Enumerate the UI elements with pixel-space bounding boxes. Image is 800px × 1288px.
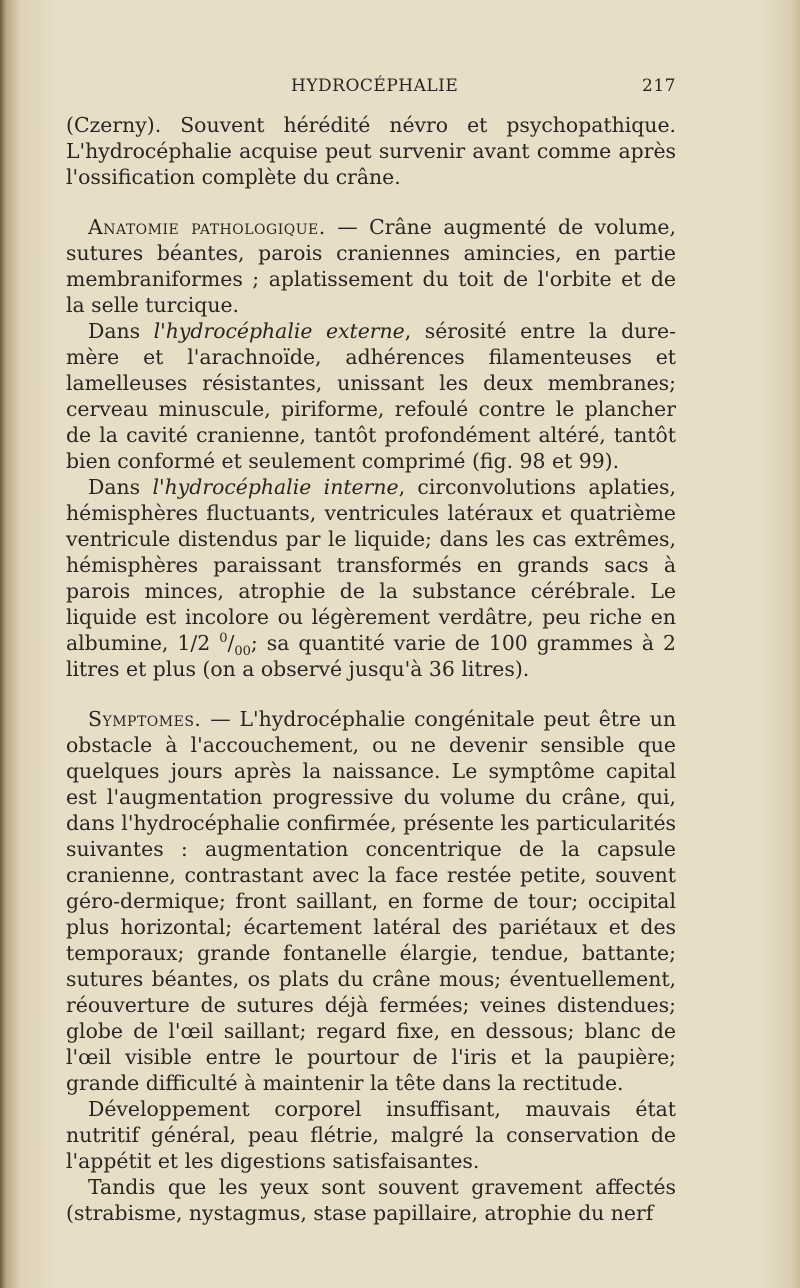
paragraph-externe-text: , sérosité entre la dure-mère et l'arachnoïde, adhérences filamenteuses et lamelleuses résistantes, unissant les deux membranes; cerveau minuscule, piriforme, refoulé contre le plancher de la cavité cranienne, tantôt profondément altéré, tantôt bien conformé et seulement comprimé (fig. 98 et 99). xyxy=(66,319,676,473)
permille-slash: / xyxy=(227,631,235,655)
term-externe: l'hydrocéphalie externe xyxy=(153,319,405,343)
running-header xyxy=(66,72,676,102)
running-title: HYDROCÉPHALIE xyxy=(291,76,459,96)
permille-sub: 00 xyxy=(234,644,251,660)
paragraph-interne-lead: Dans xyxy=(88,475,153,499)
paragraph-externe xyxy=(66,318,676,474)
paragraph-interne xyxy=(66,474,676,682)
paragraph-symptomes xyxy=(66,706,676,1096)
body-text xyxy=(66,112,676,1226)
paragraph-interne-text-b: ; sa quantité varie de 100 grammes à 2 litres et plus (on a observé jusqu'à 36 litres). xyxy=(66,631,677,681)
permille-sup: 0 xyxy=(219,631,228,647)
paragraph-externe-lead: Dans xyxy=(88,319,154,343)
paragraph-yeux: Tandis que les yeux sont souvent gravement affectés (strabisme, nystagmus, stase papillaire, atrophie du nerf xyxy=(66,1175,676,1225)
paragraph-anatomie-text: — Crâne augmenté de volume, sutures béantes, parois craniennes amincies, en partie membraniformes ; aplatissement du toit de l'orbite et de la selle turcique. xyxy=(66,215,676,317)
section-heading-symptomes: Symptomes. xyxy=(88,707,202,731)
paragraph-symptomes-text: — L'hydrocéphalie congénitale peut être un obstacle à l'accouchement, ou ne devenir sensible que quelques jours après la naissance. Le symptôme capital est l'augmentation progressive du volume du crâne, qui, dans l'hydrocéphalie confirmée, présente les particularités suivantes : augmentation concentrique de la capsule cranienne, contrastant avec la face restée petite, souvent géro-dermique; front saillant, en forme de tour; occipital plus horizontal; écartement latéral des pariétaux et des temporaux; grande fontanelle élargie, tendue, battante; sutures béantes, os plats du crâne mous; éventuellement, réouverture de sutures déjà fermées; veines distendues; globe de l'œil saillant; regard fixe, en dessous; blanc de l'œil visible entre le pourtour de l'iris et la paupière; grande difficulté à maintenir la tête dans la rectitude. xyxy=(66,707,676,1095)
section-heading-anatomie: Anatomie pathologique. xyxy=(88,215,326,239)
paragraph-anatomie xyxy=(66,214,676,318)
page-number: 217 xyxy=(642,76,676,96)
paragraph-interne-text-a: , circonvolutions aplaties, hémisphères fluctuants, ventricules latéraux et quatrième ventricule distendus par le liquide; dans les cas extrêmes, hémisphères paraissant transformés en grands sacs à parois minces, atrophie de la substance cérébrale. Le liquide est incolore ou légèrement verdâtre, peu riche en albumine, 1/2 xyxy=(66,475,676,655)
paragraph-1: (Czerny). Souvent hérédité névro et psychopathique. L'hydrocéphalie acquise peut survenir avant comme après l'ossification complète du crâne. xyxy=(66,113,676,189)
term-interne: l'hydrocéphalie interne xyxy=(152,475,399,499)
paragraph-developpement: Développement corporel insuffisant, mauvais état nutritif général, peau flétrie, malgré la conservation de l'appétit et les digestions satisfaisantes. xyxy=(66,1097,676,1173)
